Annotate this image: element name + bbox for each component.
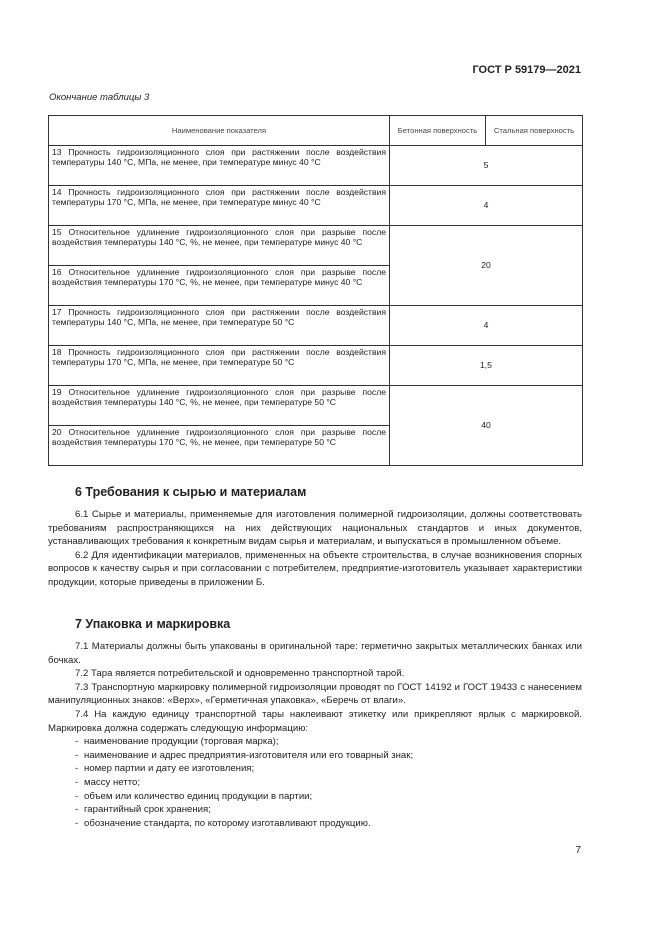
list-dash: - — [75, 763, 79, 775]
section-7-body — [48, 640, 582, 830]
table-row — [49, 186, 583, 226]
paragraph: 7.4 На каждую единицу транспортной тары наклеивают этикетку или прикрепляют ярлык с маркировкой. Маркировка должна содержать следующую информацию: — [48, 708, 582, 734]
table-row — [49, 226, 583, 266]
row-name: 17 Прочность гидроизоляционного слоя при растяжении после воздействия температуры 140 °С, МПа, не менее, при температуре 50 °С — [49, 306, 390, 346]
row-name: 16 Относительное удлинение гидроизоляционного слоя при разрыве после воздействия температуры 170 °С, %, не менее, при температуре минус 40 °С — [49, 266, 390, 306]
table-header-row — [49, 116, 583, 146]
table-caption: Окончание таблицы 3 — [49, 92, 150, 103]
row-value: 4 — [390, 186, 583, 226]
list-dash: - — [75, 736, 79, 748]
section-7-title: 7 Упаковка и маркировка — [75, 617, 231, 631]
row-value: 4 — [390, 306, 583, 346]
list-dash: - — [75, 817, 79, 829]
header-name: Наименование показателя — [49, 116, 390, 146]
list-item — [48, 762, 582, 776]
section-6-title: 6 Требования к сырью и материалам — [75, 485, 307, 499]
list-item-text: наименование и адрес предприятия-изготовителя или его товарный знак; — [84, 749, 414, 761]
row-name: 18 Прочность гидроизоляционного слоя при растяжении после воздействия температуры 170 °С, МПа, не менее, при температуре 50 °С — [49, 346, 390, 386]
list-item — [48, 735, 582, 749]
row-name: 15 Относительное удлинение гидроизоляционного слоя при разрыве после воздействия температуры 140 °С, %, не менее, при температуре минус 40 °С — [49, 226, 390, 266]
paragraph: 7.1 Материалы должны быть упакованы в оригинальной таре: герметично закрытых металлических банках или бочках. — [48, 641, 582, 666]
list-dash: - — [75, 776, 79, 788]
page-number: 7 — [575, 845, 581, 856]
list-item — [48, 749, 582, 763]
list-item-text: номер партии и дату ее изготовления; — [84, 763, 255, 775]
list-item-text: наименование продукции (торговая марка); — [84, 736, 279, 748]
paragraph: 7.2 Тара является потребительской и одновременно транспортной тарой. — [75, 668, 405, 680]
properties-table — [48, 115, 583, 466]
row-name: 13 Прочность гидроизоляционного слоя при растяжении после воздействия температуры 140 °С, МПа, не менее, при температуре минус 40 °С — [49, 146, 390, 186]
list-item-text: гарантийный срок хранения; — [84, 804, 211, 816]
table-row — [49, 346, 583, 386]
row-value: 20 — [390, 226, 583, 306]
section-6-body — [48, 508, 582, 590]
row-name: 20 Относительное удлинение гидроизоляционного слоя при разрыве после воздействия температуры 170 °С, %, не менее, при температуре 50 °С — [49, 426, 390, 466]
header-concrete: Бетонная поверхность — [390, 116, 486, 146]
paragraph: 6.1 Сырье и материалы, применяемые для изготовления полимерной гидроизоляции, должны соответствовать требованиям распространяющихся на них действующих национальных стандартов и иных документов, устанавливающих требования к конкретным видам сырья и материалам, и выпускаться в промышленном объеме. — [48, 509, 582, 548]
list-dash: - — [75, 804, 79, 816]
paragraph: 6.2 Для идентификации материалов, примененных на объекте строительства, в случае возникновения спорных вопросов к качеству сырья и при согласовании с потребителем, предприятие-изготовитель указывает характеристики продукции, которые приведены в приложении Б. — [48, 549, 582, 588]
header-steel: Стальная поверхность — [486, 116, 583, 146]
table-row — [49, 146, 583, 186]
list-dash: - — [75, 749, 79, 761]
table-row — [49, 386, 583, 426]
row-name: 19 Относительное удлинение гидроизоляционного слоя при разрыве после воздействия температуры 140 °С, %, не менее, при температуре 50 °С — [49, 386, 390, 426]
list-dash: - — [75, 790, 79, 802]
list-item-text: обозначение стандарта, по которому изготавливают продукцию. — [84, 817, 371, 829]
row-name: 14 Прочность гидроизоляционного слоя при растяжении после воздействия температуры 170 °С, МПа, не менее, при температуре минус 40 °С — [49, 186, 390, 226]
marking-list — [48, 735, 582, 830]
row-value: 5 — [390, 146, 583, 186]
document-code: ГОСТ Р 59179—2021 — [472, 64, 581, 76]
row-value: 1,5 — [390, 346, 583, 386]
list-item — [48, 817, 582, 831]
table-row — [49, 306, 583, 346]
list-item-text: массу нетто; — [84, 776, 140, 788]
paragraph: 7.3 Транспортную маркировку полимерной гидроизоляции проводят по ГОСТ 14192 и ГОСТ 19433 с нанесением манипуляционных знаков: «Верх», «Герметичная упаковка», «Беречь от влаги». — [48, 681, 582, 707]
list-item — [48, 776, 582, 790]
list-item — [48, 803, 582, 817]
list-item-text: объем или количество единиц продукции в партии; — [84, 790, 313, 802]
row-value: 40 — [390, 386, 583, 466]
list-item — [48, 790, 582, 804]
